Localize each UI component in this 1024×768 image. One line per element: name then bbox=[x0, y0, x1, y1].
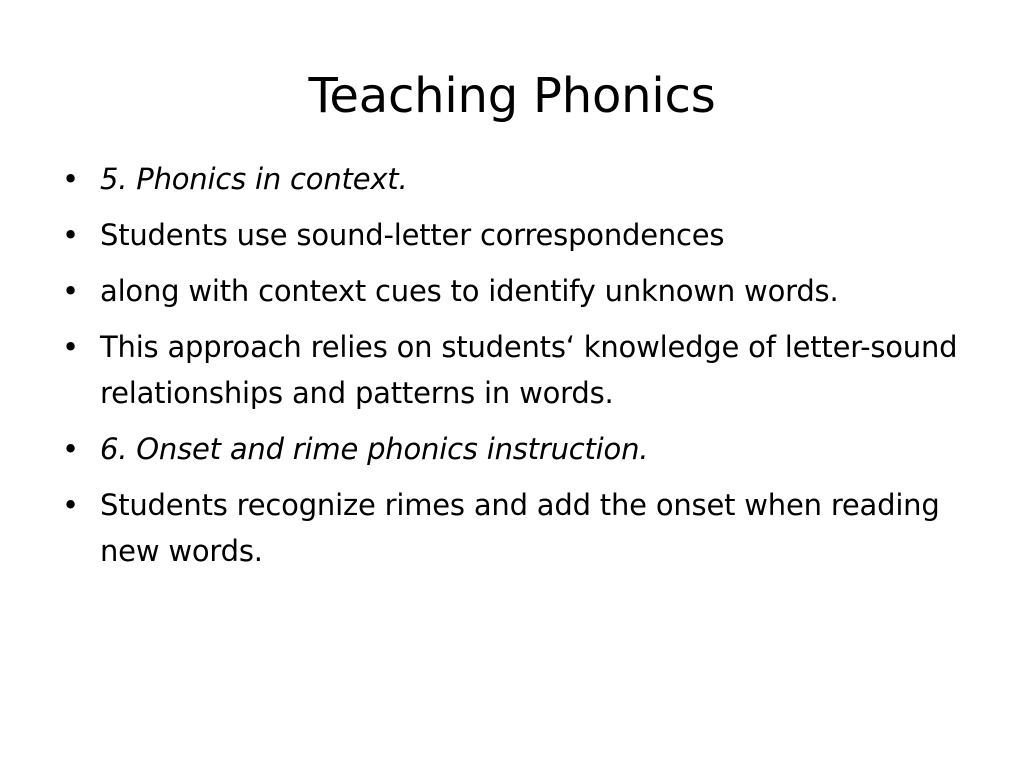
bullet-text: Students use sound-letter correspondences bbox=[100, 218, 725, 252]
bullet-icon: • bbox=[62, 218, 80, 252]
bullet-icon: • bbox=[62, 488, 80, 522]
bullet-icon: • bbox=[62, 432, 80, 466]
bullet-list bbox=[58, 156, 978, 584]
bullet-icon: • bbox=[62, 330, 80, 364]
bullet-text: Students recognize rimes and add the onset when reading new words. bbox=[100, 488, 940, 568]
bullet-text: This approach relies on students‘ knowledge of letter-sound relationships and patterns in words. bbox=[100, 330, 958, 410]
bullet-text: 6. Onset and rime phonics instruction. bbox=[100, 432, 649, 466]
bullet-item-approach bbox=[58, 324, 978, 416]
bullet-text: 5. Phonics in context. bbox=[100, 162, 408, 196]
bullet-text: along with context cues to identify unknown words. bbox=[100, 274, 839, 308]
bullet-item-sound-letter bbox=[58, 212, 978, 258]
bullet-item-phonics-in-context bbox=[58, 156, 978, 202]
bullet-item-onset-rime bbox=[58, 426, 978, 472]
bullet-item-context-cues bbox=[58, 268, 978, 314]
bullet-icon: • bbox=[62, 274, 80, 308]
slide-title: Teaching Phonics bbox=[308, 68, 716, 124]
bullet-icon: • bbox=[62, 162, 80, 196]
bullet-item-recognize-rimes bbox=[58, 482, 978, 574]
